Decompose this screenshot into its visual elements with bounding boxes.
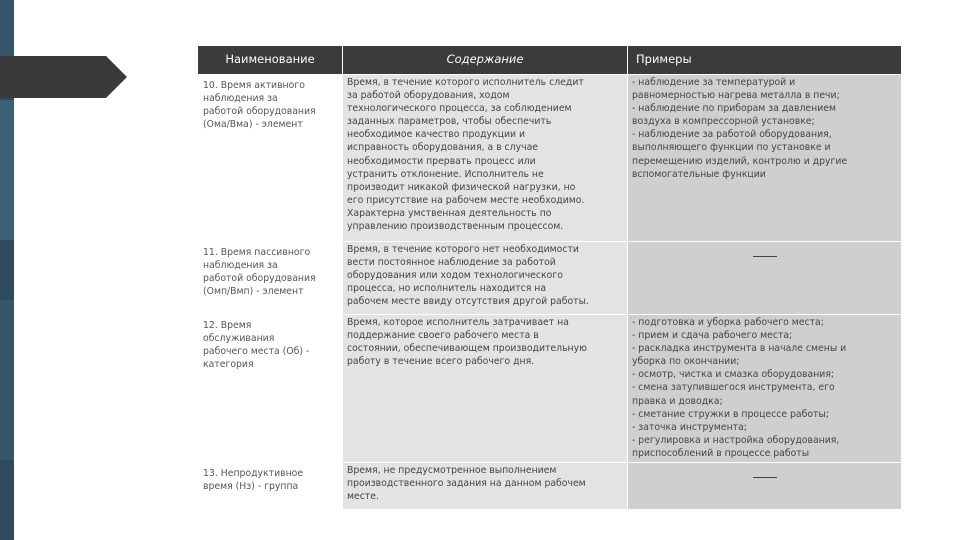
dash-line: [753, 255, 777, 257]
accent-slab-top: [0, 0, 14, 60]
row-examples-empty: [628, 463, 902, 510]
table-row: [198, 75, 902, 242]
header-content: Содержание: [343, 46, 628, 75]
row-examples: - наблюдение за температурой и равномерностью нагрева металла в печи; - наблюдение по приборам за давлением воздуха в компрессорной установке; - наблюдение за работой оборудования, выполняющего функции по установке и перемещению изделий, контролю и другие вспомогательные функции: [628, 75, 902, 242]
row-content: Время, не предусмотренное выполнением производственного задания на данном рабочем месте.: [343, 463, 628, 510]
accent-slab-middle: [0, 100, 14, 240]
arrow-decoration: [0, 56, 128, 98]
table-row: [198, 242, 902, 315]
table-row: [198, 463, 902, 510]
accent-slab-bottom: [0, 300, 14, 460]
row-content: Время, которое исполнитель затрачивает на поддержание своего рабочего места в состоянии, обеспечивающем производительную работу в течение всего рабочего дня.: [343, 315, 628, 463]
table-row: [198, 315, 902, 463]
header-examples: Примеры: [628, 46, 902, 75]
dash-line: [753, 476, 777, 478]
row-name: 12. Время обслуживания рабочего места (Об) - категория: [198, 315, 343, 463]
row-examples-empty: [628, 242, 902, 315]
header-name: Наименование: [198, 46, 343, 75]
time-categories-table: [197, 45, 902, 510]
row-name: 11. Время пассивного наблюдения за работой оборудования (Омп/Вмп) - элемент: [198, 242, 343, 315]
row-examples: - подготовка и уборка рабочего места; - прием и сдача рабочего места; - раскладка инструмента в начале смены и уборка по окончании; - осмотр, чистка и смазка оборудования; - смена затупившегося инструмента, его правка и доводка; - сметание стружки в процессе работы; - заточка инструмента; - регулировка и настройка оборудования, приспособлений в процессе работы: [628, 315, 902, 463]
table-header-row: [198, 46, 902, 75]
row-name: 10. Время активного наблюдения за работой оборудования (Ома/Вма) - элемент: [198, 75, 343, 242]
row-name: 13. Непродуктивное время (Нз) - группа: [198, 463, 343, 510]
row-content: Время, в течение которого нет необходимости вести постоянное наблюдение за работой оборудования или ходом технологического процесса, но исполнитель находится на рабочем месте ввиду отсутствия другой работы.: [343, 242, 628, 315]
row-content: Время, в течение которого исполнитель следит за работой оборудования, ходом технологического процесса, за соблюдением заданных параметров, чтобы обеспечить необходимое качество продукции и исправность оборудования, а в случае необходимости прервать процесс или устранить отклонение. Исполнитель не производит никакой физической нагрузки, но его присутствие на рабочем месте необходимо. Характерна умственная деятельность по управлению производственным процессом.: [343, 75, 628, 242]
